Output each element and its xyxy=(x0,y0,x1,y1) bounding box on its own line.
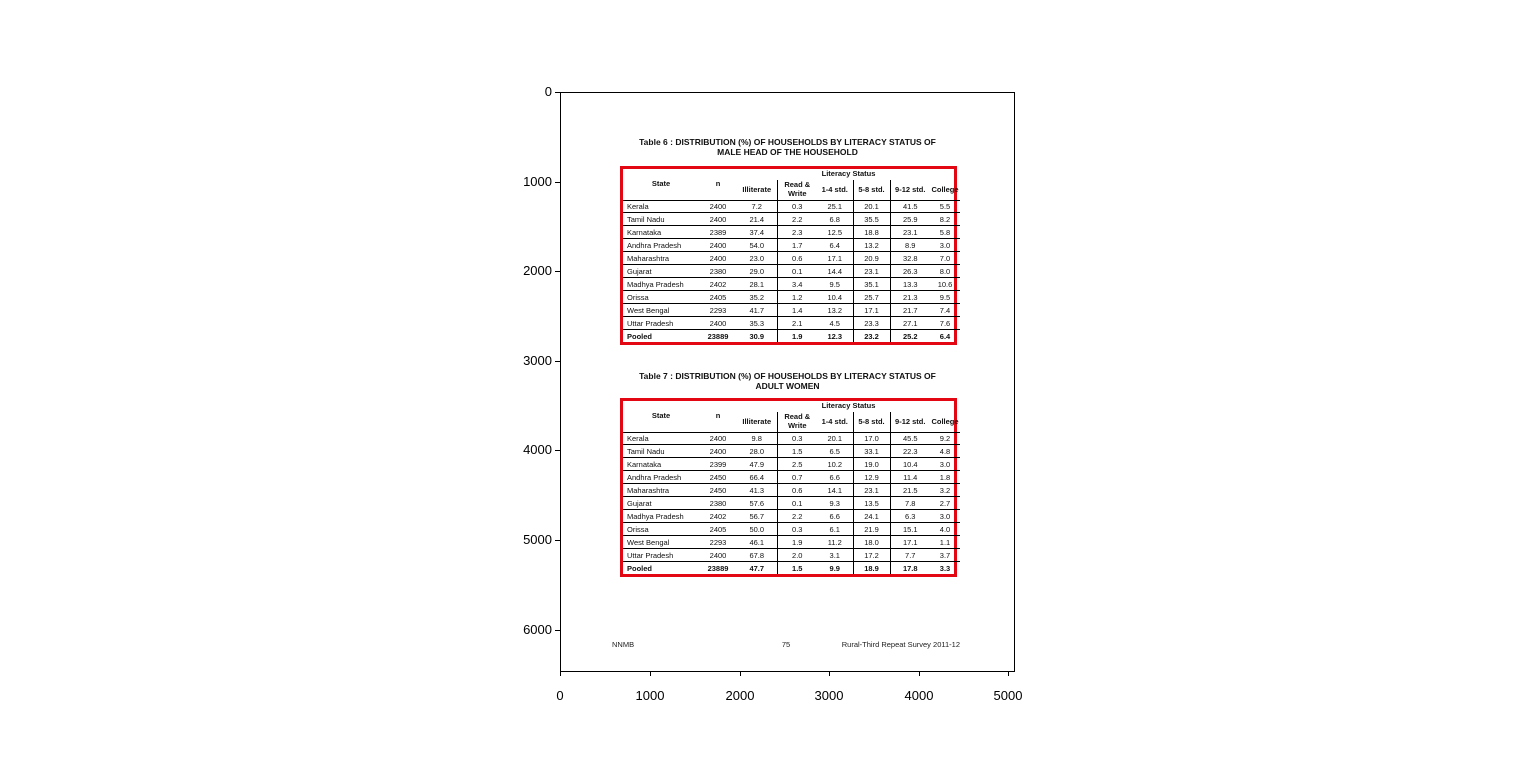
state-name-cell: Karnataka xyxy=(623,458,699,471)
value-cell: 3.0 xyxy=(930,458,960,471)
y-tick-label: 6000 xyxy=(523,622,552,637)
table7-title xyxy=(560,371,1015,391)
column-header-state: State xyxy=(651,411,671,420)
value-cell: 27.1 xyxy=(890,317,930,330)
value-cell: 14.1 xyxy=(817,484,853,497)
table-row xyxy=(623,239,960,252)
value-cell: 20.1 xyxy=(817,432,853,445)
state-name-cell: Gujarat xyxy=(623,497,699,510)
column-header-state: State xyxy=(651,179,671,188)
state-name-cell: Pooled xyxy=(623,330,699,342)
column-header: 1-4 std. xyxy=(817,412,853,432)
column-header: 5-8 std. xyxy=(853,412,890,432)
value-cell: 23.1 xyxy=(853,484,890,497)
state-name-cell: Pooled xyxy=(623,562,699,574)
y-tick-label: 4000 xyxy=(523,442,552,457)
value-cell: 28.1 xyxy=(737,278,777,291)
state-name-cell: Maharashtra xyxy=(623,484,699,497)
value-cell: 2380 xyxy=(699,497,737,510)
column-header-n: n xyxy=(715,179,721,188)
value-cell: 2400 xyxy=(699,252,737,265)
state-name-cell: Karnataka xyxy=(623,226,699,239)
value-cell: 3.1 xyxy=(817,549,853,562)
value-cell: 17.1 xyxy=(817,252,853,265)
value-cell: 41.3 xyxy=(737,484,777,497)
table-row xyxy=(623,317,960,330)
table-row xyxy=(623,330,960,342)
value-cell: 25.1 xyxy=(817,200,853,213)
value-cell: 1.8 xyxy=(930,471,960,484)
state-name-cell: Orissa xyxy=(623,523,699,536)
footer-survey: Rural-Third Repeat Survey 2011-12 xyxy=(841,640,960,649)
y-tick-mark xyxy=(555,540,560,541)
value-cell: 41.7 xyxy=(737,304,777,317)
y-tick-mark xyxy=(555,450,560,451)
x-tick-label: 3000 xyxy=(814,688,844,703)
value-cell: 0.1 xyxy=(777,265,817,278)
value-cell: 17.8 xyxy=(890,562,930,574)
value-cell: 1.7 xyxy=(777,239,817,252)
value-cell: 3.0 xyxy=(930,239,960,252)
state-name-cell: Kerala xyxy=(623,432,699,445)
value-cell: 2400 xyxy=(699,200,737,213)
value-cell: 6.8 xyxy=(817,213,853,226)
value-cell: 2400 xyxy=(699,432,737,445)
table6-title-line1: Table 6 : DISTRIBUTION (%) OF HOUSEHOLDS BY LITERACY STATUS OF xyxy=(639,137,936,147)
table6-literacy-male-head xyxy=(620,166,957,345)
value-cell: 2.7 xyxy=(930,497,960,510)
state-name-cell: Tamil Nadu xyxy=(623,213,699,226)
column-group-header: Literacy Status xyxy=(821,169,876,179)
x-tick-mark xyxy=(650,672,651,676)
value-cell: 9.5 xyxy=(930,291,960,304)
value-cell: 18.0 xyxy=(853,536,890,549)
value-cell: 0.1 xyxy=(777,497,817,510)
value-cell: 23.1 xyxy=(853,265,890,278)
value-cell: 21.5 xyxy=(890,484,930,497)
table-row xyxy=(623,200,960,213)
value-cell: 2.2 xyxy=(777,213,817,226)
value-cell: 6.5 xyxy=(817,445,853,458)
value-cell: 23.0 xyxy=(737,252,777,265)
table-row xyxy=(623,536,960,549)
state-name-cell: Tamil Nadu xyxy=(623,445,699,458)
state-name-cell: Uttar Pradesh xyxy=(623,317,699,330)
table-row xyxy=(623,445,960,458)
table-row xyxy=(623,458,960,471)
value-cell: 6.3 xyxy=(890,510,930,523)
value-cell: 4.5 xyxy=(817,317,853,330)
value-cell: 2402 xyxy=(699,510,737,523)
value-cell: 1.5 xyxy=(777,445,817,458)
value-cell: 0.3 xyxy=(777,200,817,213)
value-cell: 67.8 xyxy=(737,549,777,562)
value-cell: 12.5 xyxy=(817,226,853,239)
state-name-cell: Madhya Pradesh xyxy=(623,510,699,523)
value-cell: 7.6 xyxy=(930,317,960,330)
state-name-cell: Orissa xyxy=(623,291,699,304)
table-row xyxy=(623,497,960,510)
value-cell: 47.7 xyxy=(737,562,777,574)
state-name-cell: Gujarat xyxy=(623,265,699,278)
value-cell: 9.5 xyxy=(817,278,853,291)
value-cell: 23.3 xyxy=(853,317,890,330)
value-cell: 17.1 xyxy=(853,304,890,317)
table6-title-line2: MALE HEAD OF THE HOUSEHOLD xyxy=(717,147,858,157)
x-tick-mark xyxy=(740,672,741,676)
value-cell: 8.0 xyxy=(930,265,960,278)
table-row xyxy=(623,510,960,523)
value-cell: 23889 xyxy=(699,562,737,574)
value-cell: 9.3 xyxy=(817,497,853,510)
column-header: College xyxy=(930,180,960,200)
table6-title xyxy=(560,137,1015,157)
value-cell: 29.0 xyxy=(737,265,777,278)
value-cell: 0.6 xyxy=(777,484,817,497)
table6 xyxy=(623,169,960,342)
value-cell: 4.8 xyxy=(930,445,960,458)
value-cell: 0.3 xyxy=(777,432,817,445)
value-cell: 2450 xyxy=(699,471,737,484)
table7-literacy-adult-women xyxy=(620,398,957,577)
x-tick-label: 2000 xyxy=(725,688,755,703)
value-cell: 13.3 xyxy=(890,278,930,291)
y-tick-label: 0 xyxy=(544,84,552,99)
value-cell: 11.2 xyxy=(817,536,853,549)
value-cell: 7.7 xyxy=(890,549,930,562)
column-header: Illiterate xyxy=(737,180,777,200)
page-footer xyxy=(612,640,960,651)
y-tick-label: 3000 xyxy=(523,353,552,368)
y-tick-label: 2000 xyxy=(523,263,552,278)
table-row xyxy=(623,549,960,562)
value-cell: 0.3 xyxy=(777,523,817,536)
value-cell: 2293 xyxy=(699,536,737,549)
value-cell: 3.4 xyxy=(777,278,817,291)
state-name-cell: Andhra Pradesh xyxy=(623,471,699,484)
column-header: 1-4 std. xyxy=(817,180,853,200)
value-cell: 18.9 xyxy=(853,562,890,574)
value-cell: 13.2 xyxy=(853,239,890,252)
x-tick-mark xyxy=(1008,672,1009,676)
value-cell: 2400 xyxy=(699,317,737,330)
value-cell: 19.0 xyxy=(853,458,890,471)
value-cell: 30.9 xyxy=(737,330,777,342)
state-name-cell: Madhya Pradesh xyxy=(623,278,699,291)
value-cell: 25.9 xyxy=(890,213,930,226)
value-cell: 2.0 xyxy=(777,549,817,562)
value-cell: 6.6 xyxy=(817,510,853,523)
value-cell: 2389 xyxy=(699,226,737,239)
x-tick-label: 0 xyxy=(556,688,564,703)
y-tick-mark xyxy=(555,271,560,272)
value-cell: 46.1 xyxy=(737,536,777,549)
value-cell: 2400 xyxy=(699,445,737,458)
state-name-cell: West Bengal xyxy=(623,536,699,549)
value-cell: 2293 xyxy=(699,304,737,317)
value-cell: 2450 xyxy=(699,484,737,497)
value-cell: 2402 xyxy=(699,278,737,291)
value-cell: 5.8 xyxy=(930,226,960,239)
value-cell: 1.9 xyxy=(777,536,817,549)
value-cell: 3.7 xyxy=(930,549,960,562)
value-cell: 1.9 xyxy=(777,330,817,342)
value-cell: 3.3 xyxy=(930,562,960,574)
column-header: Read & Write xyxy=(777,412,817,432)
value-cell: 6.1 xyxy=(817,523,853,536)
footer-page-number: 75 xyxy=(781,640,791,649)
value-cell: 20.1 xyxy=(853,200,890,213)
value-cell: 25.2 xyxy=(890,330,930,342)
value-cell: 9.2 xyxy=(930,432,960,445)
y-tick-mark xyxy=(555,92,560,93)
value-cell: 9.9 xyxy=(817,562,853,574)
state-name-cell: Andhra Pradesh xyxy=(623,239,699,252)
column-header: 9-12 std. xyxy=(890,412,930,432)
table-row xyxy=(623,471,960,484)
table-row xyxy=(623,523,960,536)
value-cell: 7.4 xyxy=(930,304,960,317)
value-cell: 5.5 xyxy=(930,200,960,213)
value-cell: 23889 xyxy=(699,330,737,342)
value-cell: 17.1 xyxy=(890,536,930,549)
value-cell: 21.9 xyxy=(853,523,890,536)
y-tick-mark xyxy=(555,361,560,362)
value-cell: 12.9 xyxy=(853,471,890,484)
x-tick-label: 5000 xyxy=(993,688,1023,703)
value-cell: 2400 xyxy=(699,239,737,252)
value-cell: 11.4 xyxy=(890,471,930,484)
table-row xyxy=(623,265,960,278)
value-cell: 2399 xyxy=(699,458,737,471)
value-cell: 10.2 xyxy=(817,458,853,471)
value-cell: 41.5 xyxy=(890,200,930,213)
table-row xyxy=(623,562,960,574)
value-cell: 26.3 xyxy=(890,265,930,278)
footer-org: NNMB xyxy=(612,640,635,649)
state-name-cell: Kerala xyxy=(623,200,699,213)
value-cell: 8.2 xyxy=(930,213,960,226)
value-cell: 1.2 xyxy=(777,291,817,304)
value-cell: 2.5 xyxy=(777,458,817,471)
value-cell: 13.5 xyxy=(853,497,890,510)
table-row xyxy=(623,484,960,497)
value-cell: 37.4 xyxy=(737,226,777,239)
x-tick-label: 4000 xyxy=(904,688,934,703)
x-tick-mark xyxy=(560,672,561,676)
value-cell: 2400 xyxy=(699,549,737,562)
value-cell: 22.3 xyxy=(890,445,930,458)
value-cell: 6.6 xyxy=(817,471,853,484)
value-cell: 35.1 xyxy=(853,278,890,291)
y-tick-label: 5000 xyxy=(523,532,552,547)
value-cell: 2405 xyxy=(699,523,737,536)
y-tick-label: 1000 xyxy=(523,174,552,189)
value-cell: 2405 xyxy=(699,291,737,304)
column-header-n: n xyxy=(715,411,721,420)
table-row xyxy=(623,278,960,291)
value-cell: 3.0 xyxy=(930,510,960,523)
state-name-cell: Maharashtra xyxy=(623,252,699,265)
value-cell: 6.4 xyxy=(930,330,960,342)
value-cell: 56.7 xyxy=(737,510,777,523)
y-tick-mark xyxy=(555,630,560,631)
value-cell: 10.4 xyxy=(817,291,853,304)
state-name-cell: Uttar Pradesh xyxy=(623,549,699,562)
value-cell: 47.9 xyxy=(737,458,777,471)
value-cell: 35.3 xyxy=(737,317,777,330)
column-header: 5-8 std. xyxy=(853,180,890,200)
value-cell: 54.0 xyxy=(737,239,777,252)
value-cell: 10.6 xyxy=(930,278,960,291)
value-cell: 45.5 xyxy=(890,432,930,445)
value-cell: 17.2 xyxy=(853,549,890,562)
value-cell: 14.4 xyxy=(817,265,853,278)
value-cell: 24.1 xyxy=(853,510,890,523)
value-cell: 21.7 xyxy=(890,304,930,317)
value-cell: 20.9 xyxy=(853,252,890,265)
value-cell: 4.0 xyxy=(930,523,960,536)
column-header: Read & Write xyxy=(777,180,817,200)
value-cell: 1.1 xyxy=(930,536,960,549)
value-cell: 2.3 xyxy=(777,226,817,239)
value-cell: 7.2 xyxy=(737,200,777,213)
column-group-header: Literacy Status xyxy=(821,401,876,411)
column-header: Illiterate xyxy=(737,412,777,432)
value-cell: 10.4 xyxy=(890,458,930,471)
state-name-cell: West Bengal xyxy=(623,304,699,317)
table-row xyxy=(623,291,960,304)
value-cell: 0.7 xyxy=(777,471,817,484)
value-cell: 57.6 xyxy=(737,497,777,510)
x-tick-mark xyxy=(829,672,830,676)
table7 xyxy=(623,401,960,574)
value-cell: 35.2 xyxy=(737,291,777,304)
value-cell: 18.8 xyxy=(853,226,890,239)
y-tick-mark xyxy=(555,182,560,183)
value-cell: 9.8 xyxy=(737,432,777,445)
value-cell: 25.7 xyxy=(853,291,890,304)
value-cell: 50.0 xyxy=(737,523,777,536)
value-cell: 23.1 xyxy=(890,226,930,239)
value-cell: 0.6 xyxy=(777,252,817,265)
table-row xyxy=(623,226,960,239)
value-cell: 15.1 xyxy=(890,523,930,536)
value-cell: 23.2 xyxy=(853,330,890,342)
value-cell: 33.1 xyxy=(853,445,890,458)
column-header: College xyxy=(930,412,960,432)
table7-title-line1: Table 7 : DISTRIBUTION (%) OF HOUSEHOLDS BY LITERACY STATUS OF xyxy=(639,371,936,381)
value-cell: 66.4 xyxy=(737,471,777,484)
table7-title-line2: ADULT WOMEN xyxy=(755,381,820,391)
value-cell: 7.0 xyxy=(930,252,960,265)
table-row xyxy=(623,213,960,226)
value-cell: 6.4 xyxy=(817,239,853,252)
value-cell: 1.4 xyxy=(777,304,817,317)
value-cell: 1.5 xyxy=(777,562,817,574)
value-cell: 8.9 xyxy=(890,239,930,252)
value-cell: 2380 xyxy=(699,265,737,278)
table-row xyxy=(623,252,960,265)
value-cell: 7.8 xyxy=(890,497,930,510)
value-cell: 2.1 xyxy=(777,317,817,330)
value-cell: 21.3 xyxy=(890,291,930,304)
value-cell: 3.2 xyxy=(930,484,960,497)
value-cell: 32.8 xyxy=(890,252,930,265)
table-row xyxy=(623,432,960,445)
value-cell: 2.2 xyxy=(777,510,817,523)
table-row xyxy=(623,304,960,317)
value-cell: 12.3 xyxy=(817,330,853,342)
x-tick-mark xyxy=(919,672,920,676)
value-cell: 17.0 xyxy=(853,432,890,445)
column-header: 9-12 std. xyxy=(890,180,930,200)
value-cell: 21.4 xyxy=(737,213,777,226)
x-tick-label: 1000 xyxy=(635,688,665,703)
value-cell: 13.2 xyxy=(817,304,853,317)
value-cell: 28.0 xyxy=(737,445,777,458)
value-cell: 2400 xyxy=(699,213,737,226)
value-cell: 35.5 xyxy=(853,213,890,226)
